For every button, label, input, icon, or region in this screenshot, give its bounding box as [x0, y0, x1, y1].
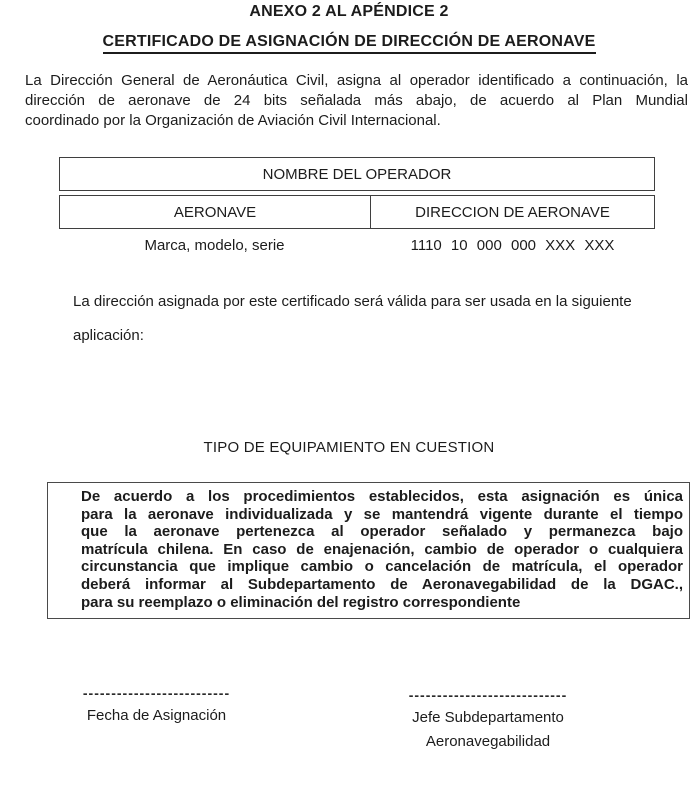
notice-line: circunstancia que implique cambio o cancelación de matrícula, el operador [81, 558, 683, 576]
notice-line: matrícula chilena. En caso de enajenación, cambio de operador o cualquiera [81, 540, 683, 558]
notice-line: deberá informar al Subdepartamento de Aeronavegabilidad de la DGAC., [81, 575, 683, 593]
notice-line: para la aeronave individualizada y se mantendrá vigente durante el tiempo [81, 505, 683, 523]
validity-statement-continuation: aplicación: [73, 327, 144, 344]
assignment-date-signature-block [41, 686, 272, 728]
signature-line-left: -------------------------- [82, 685, 231, 701]
chief-department-label: Aeronavegabilidad [425, 733, 551, 750]
chief-title-label: Jefe Subdepartamento [412, 709, 564, 726]
annex-title: ANEXO 2 AL APÉNDICE 2 [249, 3, 449, 20]
aircraft-value: Marca, modelo, serie [144, 237, 285, 254]
address-header-cell [371, 204, 654, 221]
signature-line-right: ---------------------------- [408, 687, 568, 703]
aircraft-header: AERONAVE [173, 203, 257, 221]
notice-line: para su reemplazo o eliminación del registro correspondiente [81, 593, 521, 611]
table-header-row [59, 195, 655, 229]
certificate-heading-text: CERTIFICADO DE ASIGNACIÓN DE DIRECCIÓN DE AERONAVE [103, 33, 596, 54]
intro-line: coordinado por la Organización de Aviación Civil Internacional. [25, 112, 441, 129]
address-value: 1110 10 000 000 XXX XXX [410, 237, 615, 254]
intro-line: dirección de aeronave de 24 bits señalada más abajo, de acuerdo al Plan Mundial [25, 92, 688, 109]
assignment-notice-box [47, 482, 690, 619]
equipment-type-title: TIPO DE EQUIPAMIENTO EN CUESTION [203, 439, 495, 456]
intro-line: La Dirección General de Aeronáutica Civil, asigna al operador identificado a continuación, la [25, 72, 688, 89]
aircraft-header-cell [60, 196, 371, 228]
operator-table [59, 157, 655, 254]
operator-name-header-cell [59, 157, 655, 191]
notice-line: De acuerdo a los procedimientos establecidos, esta asignación es única [81, 488, 683, 505]
assignment-date-label: Fecha de Asignación [86, 707, 227, 724]
chief-signature-block [380, 688, 596, 754]
table-value-row [59, 237, 655, 254]
validity-statement: La dirección asignada por este certificado será válida para ser usada en la siguiente [73, 293, 632, 310]
certificate-heading [0, 33, 698, 54]
operator-name-header: NOMBRE DEL OPERADOR [262, 165, 452, 183]
address-header: DIRECCION DE AERONAVE [415, 203, 610, 221]
intro-paragraph [25, 71, 688, 131]
notice-line: que la aeronave pertenezca al operador señalado y permanezca bajo [81, 523, 683, 541]
